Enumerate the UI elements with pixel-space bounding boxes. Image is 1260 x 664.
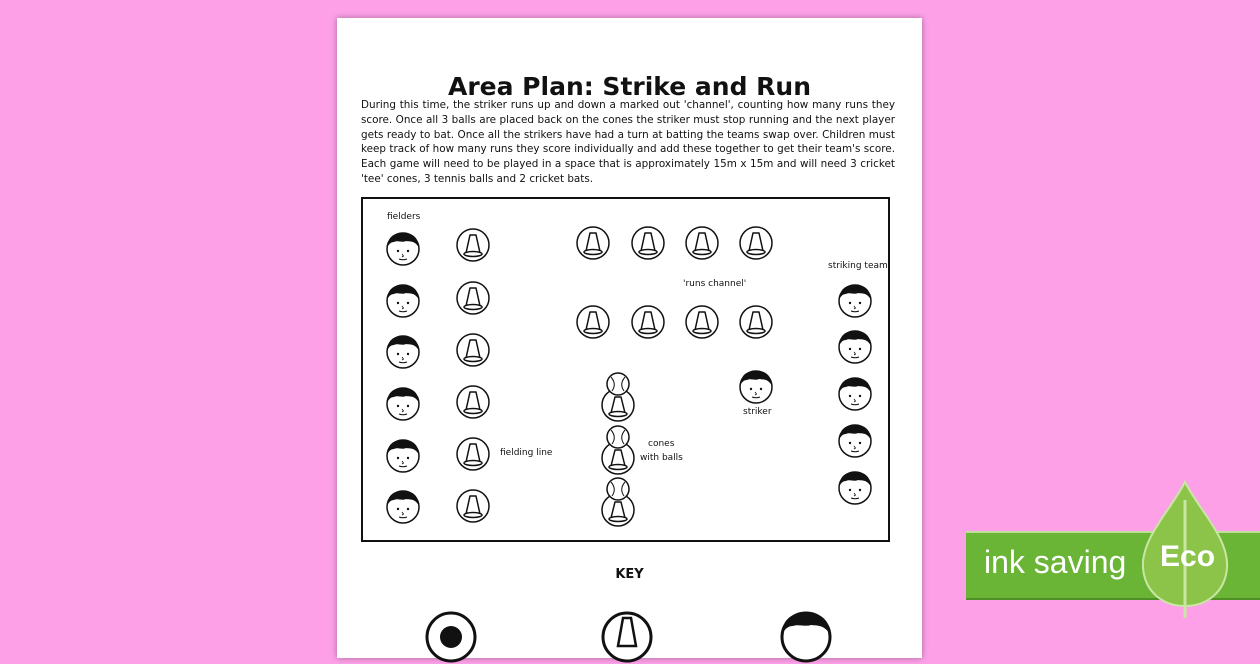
cone-icon — [456, 489, 490, 523]
with-balls-label: with balls — [640, 453, 683, 463]
page-title: Area Plan: Strike and Run — [447, 72, 812, 101]
eco-text: Eco — [1160, 540, 1216, 573]
cone-with-ball-icon — [601, 371, 635, 423]
cone-icon — [456, 281, 490, 315]
striking-team-face-icon — [838, 424, 872, 458]
striking-team-label: striking team — [828, 261, 888, 271]
fielder-face-icon — [386, 387, 420, 421]
cone-icon — [685, 305, 719, 339]
striker-face-icon — [739, 370, 773, 404]
cone-with-ball-icon — [601, 476, 635, 528]
striking-team-face-icon — [838, 471, 872, 505]
fielder-face-icon — [386, 284, 420, 318]
cone-icon — [576, 305, 610, 339]
worksheet-page — [337, 18, 922, 658]
cones-label: cones — [648, 439, 675, 449]
striking-team-face-icon — [838, 284, 872, 318]
key-title: KEY — [615, 567, 644, 582]
cone-icon — [456, 333, 490, 367]
description-text: During this time, the striker runs up and down a marked out 'channel', counting how many runs they score. Once all 3 balls are placed back on the cones the striker must stop running and the next player gets ready to bat. Once all the strikers have had a turn at batting the teams swap over. Children must keep track of how many runs they score individually and add these together to get their team's score. Each game will need to be played in a space that is approximately 15m x 15m and will need 3 cricket 'tee' cones, 3 tennis balls and 2 cricket bats. — [361, 99, 895, 185]
cone-icon — [739, 305, 773, 339]
runs-channel-label: 'runs channel' — [683, 279, 747, 289]
fielders-label: fielders — [387, 212, 421, 222]
cone-icon — [739, 226, 773, 260]
key-cone-icon — [600, 610, 654, 664]
key-player-icon — [779, 610, 833, 664]
area-plan-diagram — [361, 197, 890, 542]
fielder-face-icon — [386, 490, 420, 524]
striking-team-face-icon — [838, 377, 872, 411]
striking-team-face-icon — [838, 330, 872, 364]
fielder-face-icon — [386, 335, 420, 369]
fielder-face-icon — [386, 232, 420, 266]
cone-icon — [456, 437, 490, 471]
cone-icon — [576, 226, 610, 260]
key-ball-icon — [424, 610, 478, 664]
cone-icon — [631, 226, 665, 260]
striker-label: striker — [743, 407, 772, 417]
fielder-face-icon — [386, 439, 420, 473]
fielding-line-label: fielding line — [500, 448, 553, 458]
ink-saving-text: ink saving — [984, 544, 1127, 580]
cone-icon — [631, 305, 665, 339]
cone-with-ball-icon — [601, 424, 635, 476]
cone-icon — [456, 385, 490, 419]
cone-icon — [456, 228, 490, 262]
cone-icon — [685, 226, 719, 260]
